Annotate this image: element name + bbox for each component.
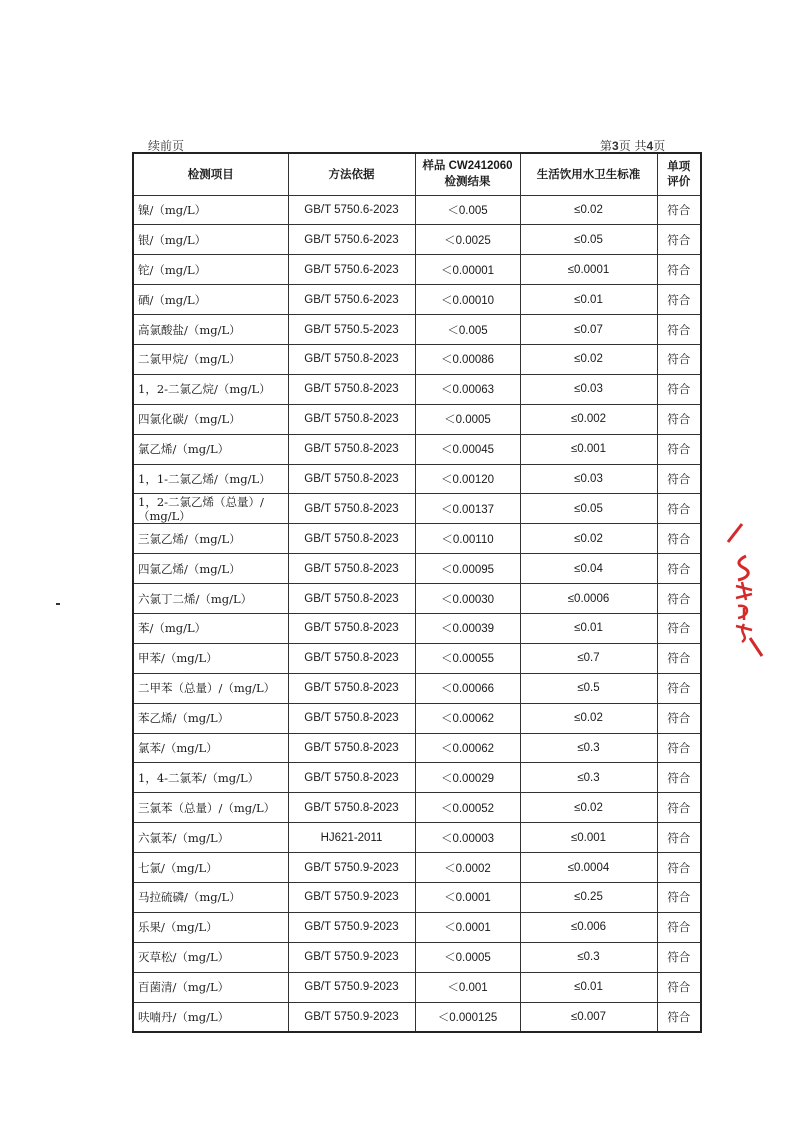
- row-method-cell: GB/T 5750.8-2023: [288, 584, 415, 614]
- row-method-cell: GB/T 5750.8-2023: [288, 344, 415, 374]
- row-limit-cell: ≤0.007: [520, 1002, 657, 1032]
- row-eval-cell: 符合: [657, 912, 701, 942]
- row-limit-cell: ≤0.03: [520, 374, 657, 404]
- table-row: [133, 464, 701, 494]
- row-item-cell: 硒/（mg/L）: [133, 285, 288, 315]
- row-method-cell: GB/T 5750.5-2023: [288, 315, 415, 345]
- row-eval-cell: 符合: [657, 793, 701, 823]
- row-result-cell: ＜0.00029: [415, 763, 520, 793]
- row-limit-cell: ≤0.01: [520, 285, 657, 315]
- row-result-cell: ＜0.00120: [415, 464, 520, 494]
- table-row: [133, 315, 701, 345]
- row-eval-cell: 符合: [657, 285, 701, 315]
- row-item-cell: 六氯苯/（mg/L）: [133, 823, 288, 853]
- row-method-cell: GB/T 5750.8-2023: [288, 524, 415, 554]
- margin-mark: [56, 603, 60, 605]
- row-limit-cell: ≤0.01: [520, 613, 657, 643]
- row-limit-cell: ≤0.0006: [520, 584, 657, 614]
- test-results-table: [132, 152, 702, 1033]
- row-eval-cell: 符合: [657, 315, 701, 345]
- table-row: [133, 434, 701, 464]
- table-row: [133, 912, 701, 942]
- row-item-cell: 百菌清/（mg/L）: [133, 972, 288, 1002]
- page-number: 第3页 共4页: [600, 139, 666, 153]
- row-eval-cell: 符合: [657, 195, 701, 225]
- table-row: [133, 972, 701, 1002]
- row-result-cell: ＜0.0025: [415, 225, 520, 255]
- row-item-cell: 铊/（mg/L）: [133, 255, 288, 285]
- row-method-cell: GB/T 5750.8-2023: [288, 793, 415, 823]
- row-result-cell: ＜0.00062: [415, 733, 520, 763]
- row-eval-cell: 符合: [657, 255, 701, 285]
- row-limit-cell: ≤0.001: [520, 823, 657, 853]
- row-item-cell: 苯/（mg/L）: [133, 613, 288, 643]
- row-limit-cell: ≤0.0001: [520, 255, 657, 285]
- row-eval-cell: 符合: [657, 344, 701, 374]
- row-item-cell: 银/（mg/L）: [133, 225, 288, 255]
- col-header-method: 方法依据: [288, 153, 415, 195]
- row-result-cell: ＜0.001: [415, 972, 520, 1002]
- row-result-cell: ＜0.0005: [415, 942, 520, 972]
- row-method-cell: GB/T 5750.8-2023: [288, 703, 415, 733]
- row-limit-cell: ≤0.02: [520, 344, 657, 374]
- table-row: [133, 793, 701, 823]
- row-method-cell: GB/T 5750.8-2023: [288, 763, 415, 793]
- row-item-cell: 灭草松/（mg/L）: [133, 942, 288, 972]
- table-row: [133, 853, 701, 883]
- row-eval-cell: 符合: [657, 853, 701, 883]
- row-eval-cell: 符合: [657, 374, 701, 404]
- table-row: [133, 882, 701, 912]
- row-method-cell: GB/T 5750.8-2023: [288, 733, 415, 763]
- row-method-cell: GB/T 5750.6-2023: [288, 285, 415, 315]
- row-item-cell: 乐果/（mg/L）: [133, 912, 288, 942]
- row-result-cell: ＜0.00062: [415, 703, 520, 733]
- row-method-cell: GB/T 5750.9-2023: [288, 912, 415, 942]
- row-item-cell: 镍/（mg/L）: [133, 195, 288, 225]
- row-limit-cell: ≤0.01: [520, 972, 657, 1002]
- table-row: [133, 763, 701, 793]
- row-eval-cell: 符合: [657, 703, 701, 733]
- col-header-item: 检测项目: [133, 153, 288, 195]
- row-result-cell: ＜0.0001: [415, 912, 520, 942]
- row-limit-cell: ≤0.5: [520, 673, 657, 703]
- col-header-standard: 生活饮用水卫生标准: [520, 153, 657, 195]
- table-row: [133, 584, 701, 614]
- row-eval-cell: 符合: [657, 554, 701, 584]
- row-result-cell: ＜0.00110: [415, 524, 520, 554]
- table-row: [133, 733, 701, 763]
- col-header-result: 样品 CW2412060 检测结果: [415, 153, 520, 195]
- row-limit-cell: ≤0.001: [520, 434, 657, 464]
- table-row: [133, 673, 701, 703]
- row-item-cell: 二甲苯（总量）/（mg/L）: [133, 673, 288, 703]
- table-row: [133, 554, 701, 584]
- row-result-cell: ＜0.00010: [415, 285, 520, 315]
- row-eval-cell: 符合: [657, 882, 701, 912]
- row-item-cell: 四氯乙烯/（mg/L）: [133, 554, 288, 584]
- row-result-cell: ＜0.00003: [415, 823, 520, 853]
- row-result-cell: ＜0.00001: [415, 255, 520, 285]
- row-result-cell: ＜0.00063: [415, 374, 520, 404]
- row-item-cell: 1，2-二氯乙烯（总量）/（mg/L）: [133, 494, 288, 524]
- row-limit-cell: ≤0.02: [520, 524, 657, 554]
- row-result-cell: ＜0.005: [415, 315, 520, 345]
- row-item-cell: 氯苯/（mg/L）: [133, 733, 288, 763]
- row-result-cell: ＜0.00045: [415, 434, 520, 464]
- table-row: [133, 942, 701, 972]
- row-item-cell: 甲苯/（mg/L）: [133, 643, 288, 673]
- row-method-cell: GB/T 5750.8-2023: [288, 613, 415, 643]
- row-limit-cell: ≤0.05: [520, 494, 657, 524]
- row-method-cell: GB/T 5750.9-2023: [288, 1002, 415, 1032]
- row-eval-cell: 符合: [657, 225, 701, 255]
- table-row: [133, 404, 701, 434]
- row-item-cell: 1，4-二氯苯/（mg/L）: [133, 763, 288, 793]
- row-result-cell: ＜0.0001: [415, 882, 520, 912]
- row-limit-cell: ≤0.002: [520, 404, 657, 434]
- row-method-cell: GB/T 5750.8-2023: [288, 404, 415, 434]
- row-result-cell: ＜0.005: [415, 195, 520, 225]
- row-limit-cell: ≤0.02: [520, 793, 657, 823]
- row-eval-cell: 符合: [657, 1002, 701, 1032]
- col-header-eval: 单项 评价: [657, 153, 701, 195]
- row-method-cell: GB/T 5750.8-2023: [288, 643, 415, 673]
- row-item-cell: 六氯丁二烯/（mg/L）: [133, 584, 288, 614]
- row-limit-cell: ≤0.3: [520, 942, 657, 972]
- table-row: [133, 285, 701, 315]
- row-method-cell: GB/T 5750.6-2023: [288, 195, 415, 225]
- row-eval-cell: 符合: [657, 494, 701, 524]
- row-item-cell: 呋喃丹/（mg/L）: [133, 1002, 288, 1032]
- row-method-cell: GB/T 5750.6-2023: [288, 225, 415, 255]
- table-row: [133, 255, 701, 285]
- table-row: [133, 494, 701, 524]
- row-limit-cell: ≤0.03: [520, 464, 657, 494]
- table-row: [133, 703, 701, 733]
- row-eval-cell: 符合: [657, 524, 701, 554]
- row-item-cell: 马拉硫磷/（mg/L）: [133, 882, 288, 912]
- row-item-cell: 二氯甲烷/（mg/L）: [133, 344, 288, 374]
- row-eval-cell: 符合: [657, 643, 701, 673]
- row-result-cell: ＜0.00039: [415, 613, 520, 643]
- row-eval-cell: 符合: [657, 733, 701, 763]
- row-result-cell: ＜0.0002: [415, 853, 520, 883]
- row-result-cell: ＜0.00066: [415, 673, 520, 703]
- row-eval-cell: 符合: [657, 464, 701, 494]
- table-row: [133, 195, 701, 225]
- row-limit-cell: ≤0.3: [520, 763, 657, 793]
- row-eval-cell: 符合: [657, 613, 701, 643]
- row-method-cell: GB/T 5750.8-2023: [288, 554, 415, 584]
- table-row: [133, 823, 701, 853]
- row-method-cell: GB/T 5750.8-2023: [288, 464, 415, 494]
- table-row: [133, 344, 701, 374]
- row-item-cell: 三氯乙烯/（mg/L）: [133, 524, 288, 554]
- row-item-cell: 1，2-二氯乙烷/（mg/L）: [133, 374, 288, 404]
- row-result-cell: ＜0.00030: [415, 584, 520, 614]
- row-eval-cell: 符合: [657, 972, 701, 1002]
- row-limit-cell: ≤0.7: [520, 643, 657, 673]
- row-item-cell: 1，1-二氯乙烯/（mg/L）: [133, 464, 288, 494]
- table-header-row: [133, 153, 701, 195]
- row-item-cell: 苯乙烯/（mg/L）: [133, 703, 288, 733]
- row-item-cell: 高氯酸盐/（mg/L）: [133, 315, 288, 345]
- row-result-cell: ＜0.00086: [415, 344, 520, 374]
- row-method-cell: GB/T 5750.9-2023: [288, 972, 415, 1002]
- row-limit-cell: ≤0.02: [520, 703, 657, 733]
- row-item-cell: 氯乙烯/（mg/L）: [133, 434, 288, 464]
- row-method-cell: GB/T 5750.6-2023: [288, 255, 415, 285]
- row-method-cell: GB/T 5750.9-2023: [288, 882, 415, 912]
- row-limit-cell: ≤0.04: [520, 554, 657, 584]
- row-result-cell: ＜0.00052: [415, 793, 520, 823]
- row-eval-cell: 符合: [657, 763, 701, 793]
- row-eval-cell: 符合: [657, 823, 701, 853]
- table-row: [133, 225, 701, 255]
- row-result-cell: ＜0.00095: [415, 554, 520, 584]
- row-limit-cell: ≤0.0004: [520, 853, 657, 883]
- continued-label: 续前页: [148, 139, 185, 153]
- row-item-cell: 三氯苯（总量）/（mg/L）: [133, 793, 288, 823]
- row-method-cell: GB/T 5750.8-2023: [288, 434, 415, 464]
- row-result-cell: ＜0.000125: [415, 1002, 520, 1032]
- row-item-cell: 七氯/（mg/L）: [133, 853, 288, 883]
- table-row: [133, 1002, 701, 1032]
- row-limit-cell: ≤0.07: [520, 315, 657, 345]
- row-result-cell: ＜0.0005: [415, 404, 520, 434]
- row-limit-cell: ≤0.3: [520, 733, 657, 763]
- row-result-cell: ＜0.00137: [415, 494, 520, 524]
- row-method-cell: GB/T 5750.8-2023: [288, 673, 415, 703]
- seam-stamp-icon: [724, 520, 764, 660]
- row-item-cell: 四氯化碳/（mg/L）: [133, 404, 288, 434]
- row-eval-cell: 符合: [657, 942, 701, 972]
- row-method-cell: GB/T 5750.9-2023: [288, 853, 415, 883]
- row-limit-cell: ≤0.25: [520, 882, 657, 912]
- table-row: [133, 643, 701, 673]
- row-method-cell: HJ621-2011: [288, 823, 415, 853]
- row-result-cell: ＜0.00055: [415, 643, 520, 673]
- row-limit-cell: ≤0.006: [520, 912, 657, 942]
- row-eval-cell: 符合: [657, 673, 701, 703]
- table-row: [133, 613, 701, 643]
- row-limit-cell: ≤0.05: [520, 225, 657, 255]
- row-limit-cell: ≤0.02: [520, 195, 657, 225]
- row-eval-cell: 符合: [657, 584, 701, 614]
- table-row: [133, 524, 701, 554]
- row-eval-cell: 符合: [657, 434, 701, 464]
- row-method-cell: GB/T 5750.8-2023: [288, 494, 415, 524]
- row-method-cell: GB/T 5750.9-2023: [288, 942, 415, 972]
- row-method-cell: GB/T 5750.8-2023: [288, 374, 415, 404]
- table-row: [133, 374, 701, 404]
- row-eval-cell: 符合: [657, 404, 701, 434]
